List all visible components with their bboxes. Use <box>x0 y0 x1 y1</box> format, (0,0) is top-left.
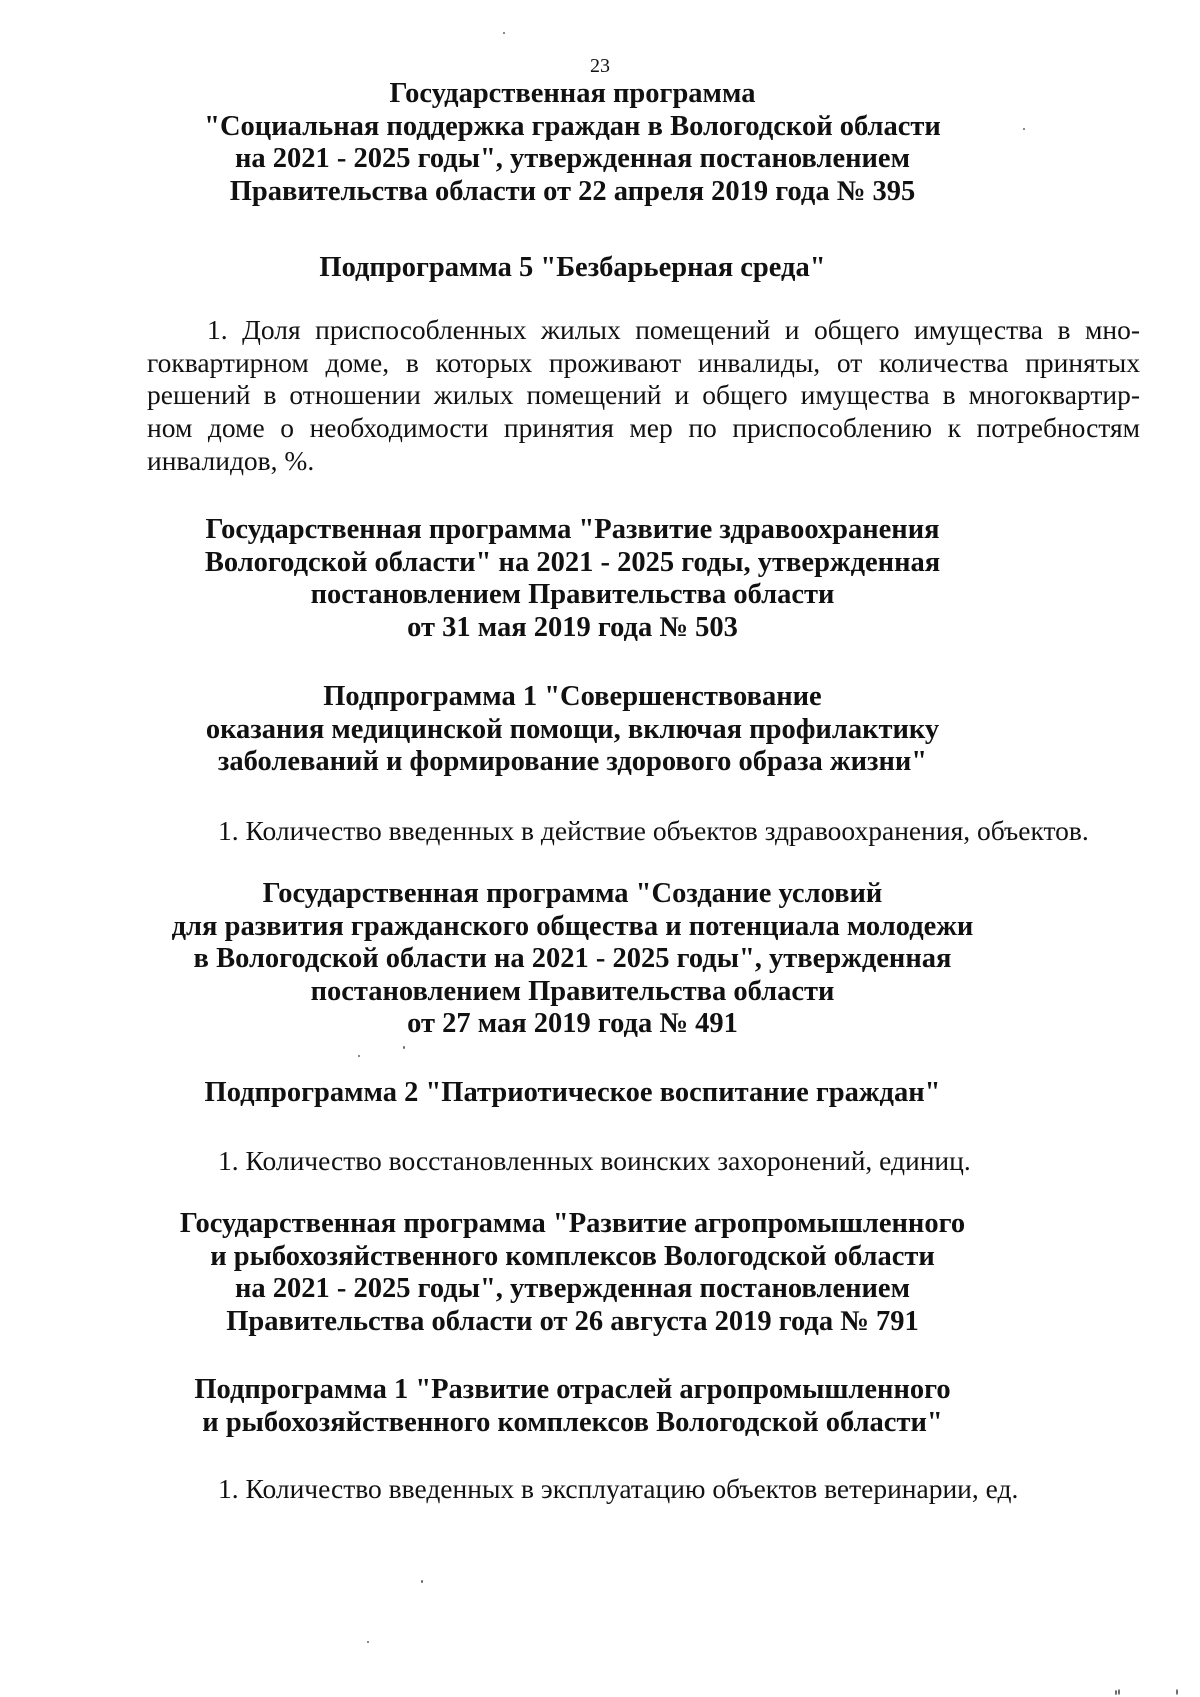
scan-speck <box>1115 1690 1117 1695</box>
heading-line: Вологодской области" на 2021 - 2025 годы, утвержденная <box>204 546 941 578</box>
subprogram-heading-barrier-free <box>0 252 1200 285</box>
heading-line: Подпрограмма 1 "Совершенствование <box>323 681 822 712</box>
heading-line: и рыбохозяйственного комплексов Вологодской области <box>210 1240 935 1272</box>
indicator-military-graves: 1. Количество восстановленных воинских захоронений, единиц. <box>218 1145 971 1176</box>
heading-line: Государственная программа <box>389 78 756 109</box>
heading-line: Подпрограмма 1 "Развитие отраслей агропромышленного <box>194 1374 951 1405</box>
heading-line: Правительства области от 26 августа 2019 года № 791 <box>226 1305 919 1337</box>
program-heading-healthcare <box>0 514 1200 644</box>
scan-speck <box>1176 1689 1178 1695</box>
paragraph-line: ном доме о необходимости принятия мер по приспособлению к потребностям <box>147 412 1140 444</box>
heading-line: и рыбохозяйственного комплексов Вологодской области" <box>202 1406 943 1438</box>
heading-line: постановлением Правительства области <box>310 975 835 1007</box>
heading-line: на 2021 - 2025 годы", утвержденная постановлением <box>234 143 910 174</box>
heading-line: постановлением Правительства области <box>310 579 835 610</box>
heading-line: в Вологодской области на 2021 - 2025 годы", утвержденная <box>193 943 952 974</box>
paragraph-line: гоквартирном доме, в которых проживают инвалиды, от количества принятых <box>147 346 1140 378</box>
program-heading-social-support <box>0 78 1200 208</box>
heading-line: для развития гражданского общества и потенциала молодежи <box>171 910 974 942</box>
indicator-paragraph-housing-adaptation <box>147 314 1140 478</box>
scan-speck <box>403 1046 405 1049</box>
scan-speck <box>358 1055 360 1057</box>
heading-line: на 2021 - 2025 годы", утвержденная постановлением <box>234 1273 910 1304</box>
heading-line: Подпрограмма 5 "Безбарьерная среда" <box>319 252 826 283</box>
heading-line: от 27 мая 2019 года № 491 <box>407 1008 738 1039</box>
heading-line: от 31 мая 2019 года № 503 <box>407 611 738 643</box>
subprogram-heading-medical-care <box>0 681 1200 779</box>
program-heading-civil-society <box>0 878 1200 1041</box>
indicator-healthcare-objects: 1. Количество введенных в действие объектов здравоохранения, объектов. <box>218 815 1089 846</box>
paragraph-line: инвалидов, %. <box>147 444 315 476</box>
paragraph-line: 1. Доля приспособленных жилых помещений и общего имущества в мно- <box>207 314 1140 345</box>
scan-speck <box>1118 1689 1120 1695</box>
program-heading-agro-industrial <box>0 1208 1200 1338</box>
heading-line: Подпрограмма 2 "Патриотическое воспитание граждан" <box>204 1077 941 1108</box>
heading-line: Государственная программа "Развитие здравоохранения <box>205 514 940 545</box>
indicator-veterinary-objects: 1. Количество введенных в эксплуатацию объектов ветеринарии, ед. <box>218 1473 1019 1504</box>
heading-line: Государственная программа "Развитие агропромышленного <box>179 1208 966 1239</box>
heading-line: Правительства области от 22 апреля 2019 года № 395 <box>229 175 916 207</box>
heading-line: Государственная программа "Создание условий <box>262 878 883 909</box>
heading-line: "Социальная поддержка граждан в Вологодской области <box>204 110 941 142</box>
paragraph-line: решений в отношении жилых помещений и общего имущества в многоквартир- <box>147 379 1140 411</box>
scan-speck <box>503 32 505 34</box>
heading-line: заболеваний и формирование здорового образа жизни" <box>217 746 928 777</box>
scan-speck <box>421 1580 423 1583</box>
scan-speck <box>1023 128 1025 130</box>
subprogram-heading-patriotic-education <box>0 1077 1200 1110</box>
page-number: 23 <box>590 55 610 77</box>
subprogram-heading-agro-branches <box>0 1374 1200 1439</box>
scan-speck <box>367 1641 369 1643</box>
heading-line: оказания медицинской помощи, включая профилактику <box>205 713 940 745</box>
